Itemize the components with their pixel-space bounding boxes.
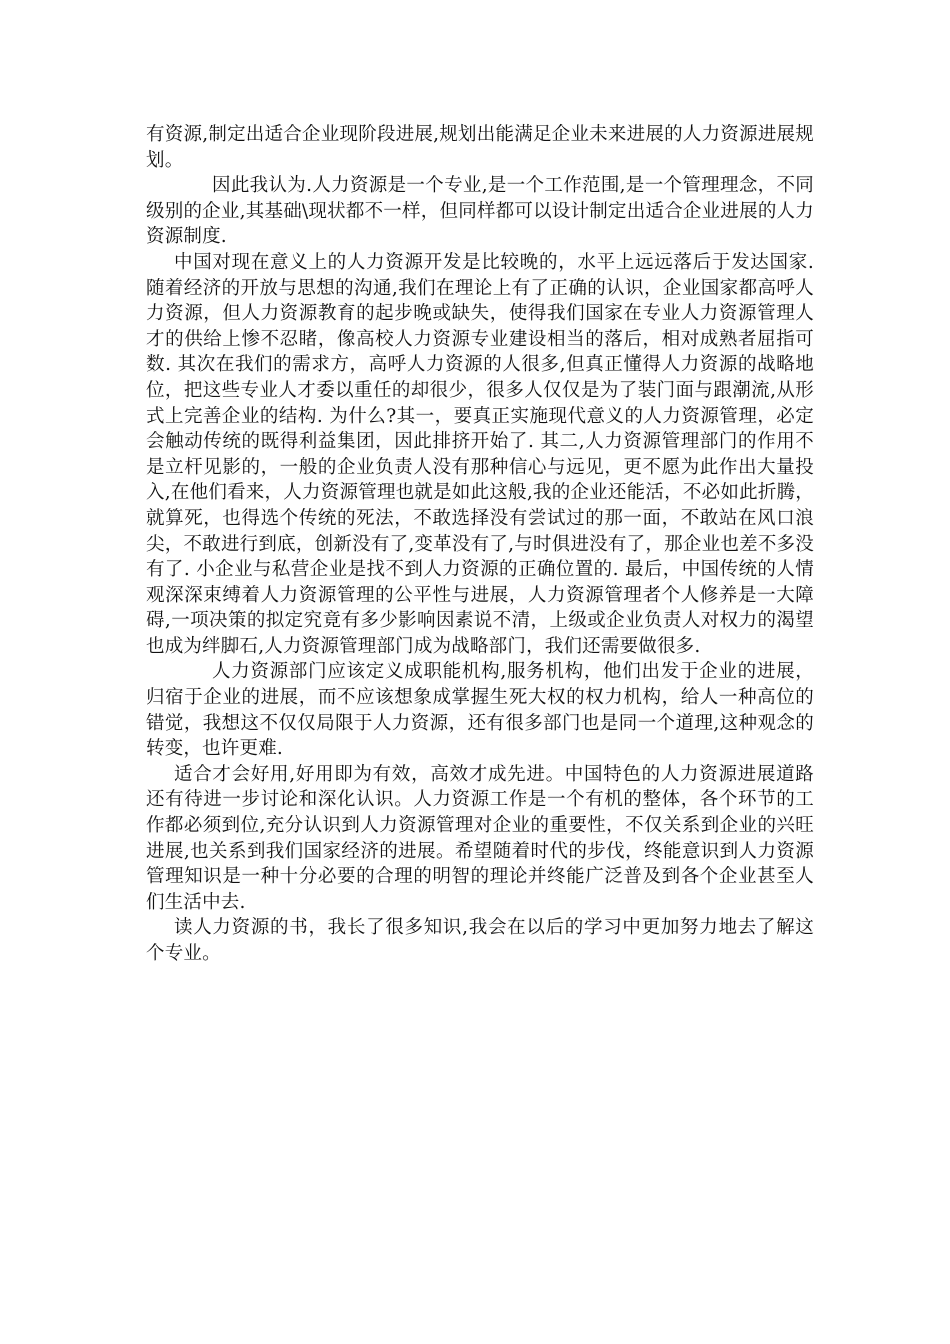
paragraph-china-hr-development: 中国对现在意义上的人力资源开发是比较晚的，水平上远远落后于发达国家.随着经济的开放与思想的沟通,我们在理论上有了正确的认识，企业国家都高呼人力资源，但人力资源教育的起步晚或缺失，使得我们国家在专业人力资源管理人才的供给上惨不忍睹，像高校人力资源专业建设相当的落后，相对成熟者屈指可数. 其次在我们的需求方，高呼人力资源的人很多,但真正懂得人力资源的战略地位，把这些专业人才委以重任的却很少，很多人仅仅是为了装门面与跟潮流,从形式上完善企业的结构. 为什么?其一，要真正实施现代意义的人力资源管理，必定会触动传统的既得利益集团，因此排挤开始了. 其二,人力资源管理部门的作用不是立杆见影的，一般的企业负责人没有那种信心与远见，更不愿为此作出大量投入,在他们看来，人力资源管理也就是如此这般,我的企业还能活，不必如此折腾，就算死，也得选个传统的死法，不敢选择没有尝试过的那一面，不敢站在风口浪尖，不敢进行到底，创新没有了,变革没有了,与时俱进没有了，那企业也差不多没有了. 小企业与私营企业是找不到人力资源的正确位置的. 最后，中国传统的人情观深深束缚着人力资源管理的公平性与进展，人力资源管理者个人修养是一大障碍,一项决策的拟定究竟有多少影响因素说不清，上级或企业负责人对权力的渴望也成为绊脚石,人力资源管理部门成为战略部门，我们还需要做很多.	[146, 251, 814, 657]
document-body	[146, 122, 814, 967]
paragraph-hr-department-role: 人力资源部门应该定义成职能机构,服务机构，他们出发于企业的进展，归宿于企业的进展，而不应该想象成掌握生死大权的权力机构，给人一种高位的错觉，我想这不仅仅局限于人力资源，还有很多部门也是同一个道理,这种观念的转变，也许更难.	[146, 661, 814, 760]
paragraph-continuation: 有资源,制定出适合企业现阶段进展,规划出能满足企业未来进展的人力资源进展规划。	[146, 124, 814, 171]
paragraph-hr-profession: 因此我认为.人力资源是一个专业,是一个工作范围,是一个管理理念，不同级别的企业,其基础\现状都不一样，但同样都可以设计制定出适合企业进展的人力资源制度.	[146, 175, 814, 248]
paragraph-conclusion: 读人力资源的书，我长了很多知识,我会在以后的学习中更加努力地去了解这个专业。	[146, 917, 814, 964]
paragraph-suitability: 适合才会好用,好用即为有效，高效才成先进。中国特色的人力资源进展道路还有待进一步讨论和深化认识。人力资源工作是一个有机的整体，各个环节的工作都必须到位,充分认识到人力资源管理对企业的重要性，不仅关系到企业的兴旺进展,也关系到我们国家经济的进展。希望随着时代的步伐，终能意识到人力资源管理知识是一种十分必要的合理的明智的理论并终能广泛普及到各个企业甚至人们生活中去.	[146, 763, 814, 913]
